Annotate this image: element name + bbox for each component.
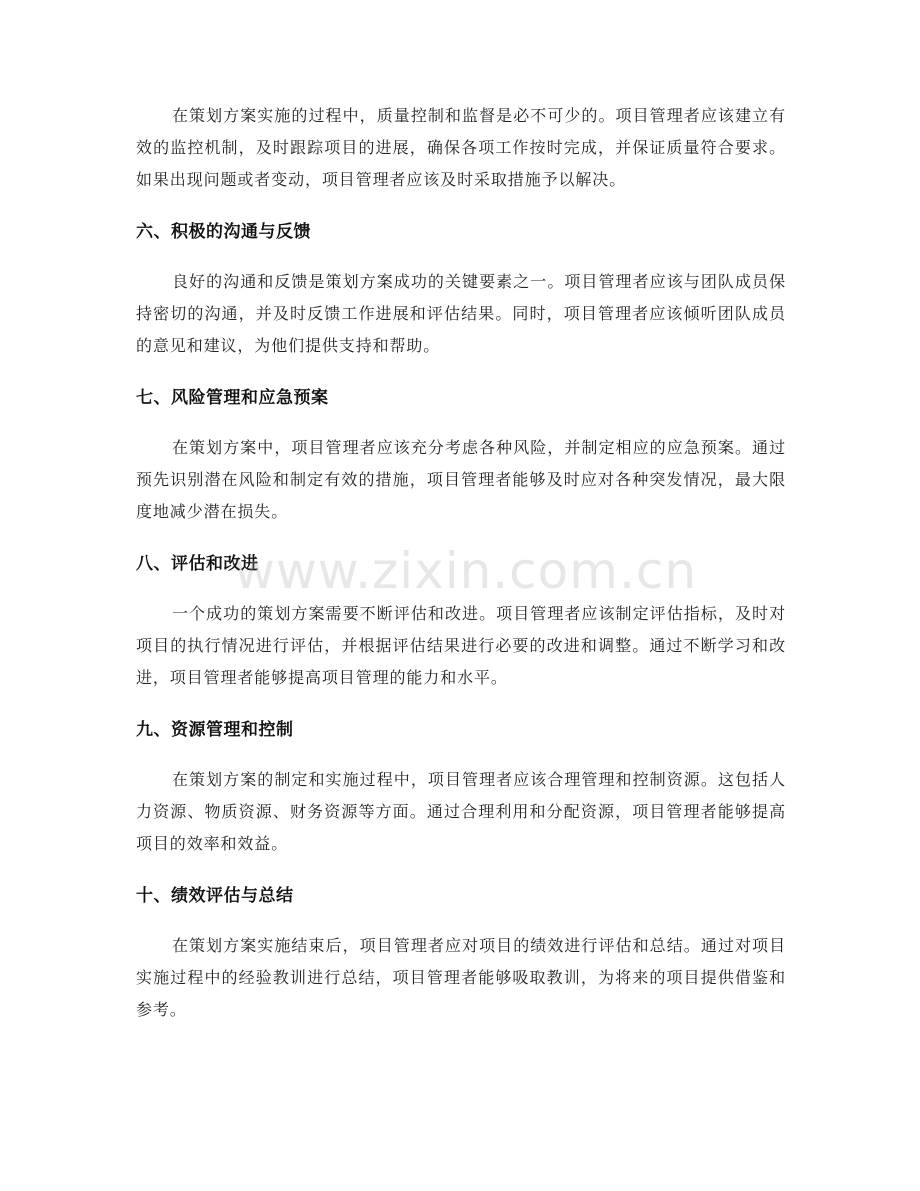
paragraph-evaluation: 一个成功的策划方案需要不断评估和改进。项目管理者应该制定评估指标，及时对项目的执行情况进行评估，并根据评估结果进行必要的改进和调整。通过不断学习和改进，项目管理者能够提高项目管理的能力和水平。 [136, 604, 786, 687]
paragraph-risk-management: 在策划方案中，项目管理者应该充分考虑各种风险，并制定相应的应急预案。通过预先识别潜在风险和制定有效的措施，项目管理者能够及时应对各种突发情况，最大限度地减少潜在损失。 [136, 438, 786, 521]
section-heading-resource-management: 九、资源管理和控制 [136, 720, 294, 740]
section-heading-risk-management: 七、风险管理和应急预案 [136, 388, 329, 408]
section-heading-performance-review: 十、绩效评估与总结 [136, 886, 294, 906]
watermark-text: www.zixin.com.cn [234, 542, 698, 600]
paragraph-communication: 良好的沟通和反馈是策划方案成功的关键要素之一。项目管理者应该与团队成员保持密切的沟通，并及时反馈工作进展和评估结果。同时，项目管理者应该倾听团队成员的意见和建议，为他们提供支持和帮助。 [136, 272, 786, 355]
section-heading-evaluation: 八、评估和改进 [136, 554, 259, 574]
section-heading-communication: 六、积极的沟通与反馈 [136, 222, 311, 242]
paragraph-quality-control: 在策划方案实施的过程中，质量控制和监督是必不可少的。项目管理者应该建立有效的监控机制，及时跟踪项目的进展，确保各项工作按时完成，并保证质量符合要求。如果出现问题或者变动，项目管理者应该及时采取措施予以解决。 [136, 106, 786, 189]
document-body [136, 100, 786, 1026]
paragraph-resource-management: 在策划方案的制定和实施过程中，项目管理者应该合理管理和控制资源。这包括人力资源、物质资源、财务资源等方面。通过合理利用和分配资源，项目管理者能够提高项目的效率和效益。 [136, 770, 786, 853]
paragraph-performance-review: 在策划方案实施结束后，项目管理者应对项目的绩效进行评估和总结。通过对项目实施过程中的经验教训进行总结，项目管理者能够吸取教训，为将来的项目提供借鉴和参考。 [136, 936, 786, 1019]
